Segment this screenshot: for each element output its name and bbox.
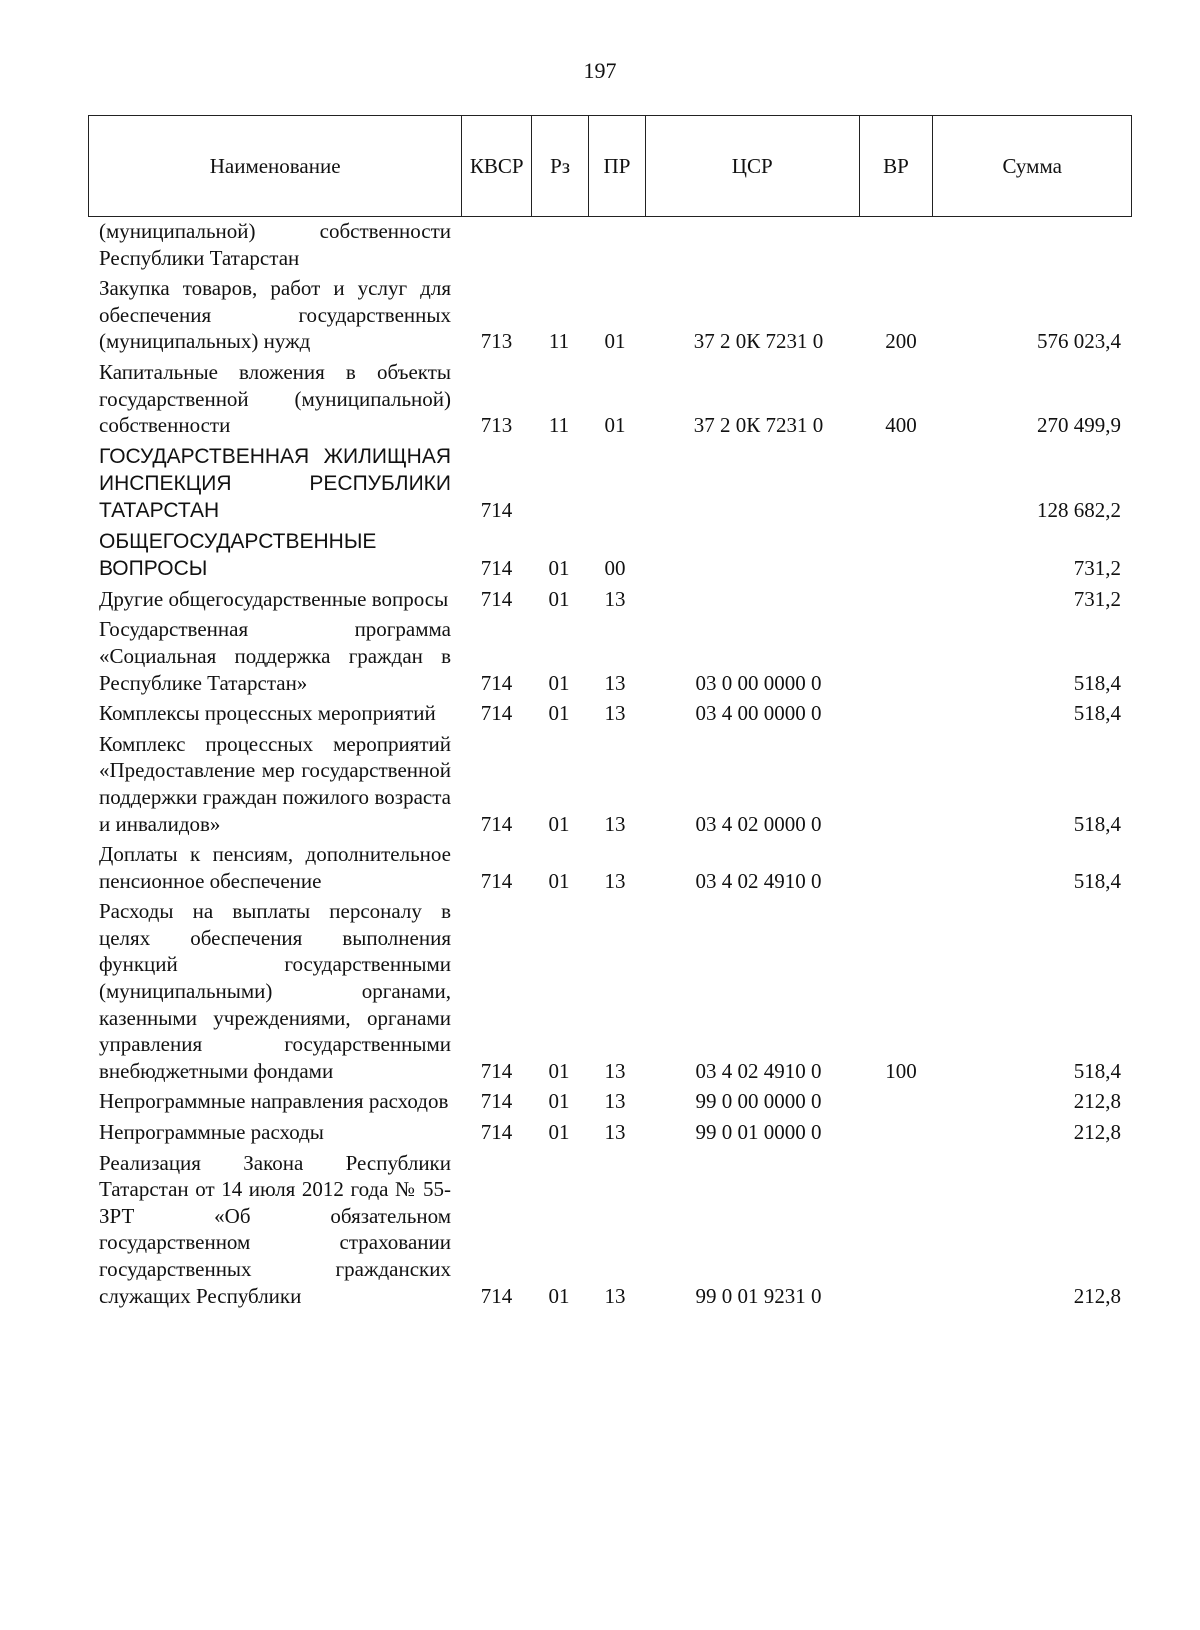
rz-cell: 01 (548, 868, 570, 893)
rz-cell: 01 (548, 1089, 570, 1114)
sum-cell: 576 023,4 (1037, 329, 1121, 354)
rz-cell: 01 (548, 701, 570, 726)
sum-cell: 212,8 (1073, 1120, 1121, 1145)
header-rz: Рз (532, 116, 589, 216)
table-row (99, 1150, 1129, 1310)
table-body (99, 218, 1129, 1313)
kvsr-cell: 714 (480, 868, 513, 893)
table-header (88, 115, 1132, 217)
name-cell: Закупка товаров, работ и услуг для обеспечения государственных (муниципальных) нужд (99, 276, 451, 354)
vr-cell: 200 (885, 329, 917, 354)
table-row (99, 616, 1129, 696)
header-vr: ВР (860, 116, 934, 216)
name-cell: Расходы на выплаты персоналу в целях обеспечения выполнения функций государственными (муниципальными) органами, казенными учреждениями, органами управления государственными внебюджетными фондами (99, 899, 451, 1083)
kvsr-cell: 714 (480, 811, 513, 836)
name-cell: ОБЩЕГОСУДАРСТВЕННЫЕ ВОПРОСЫ (99, 529, 377, 580)
sum-cell: 518,4 (1073, 811, 1121, 836)
kvsr-cell: 714 (480, 701, 513, 726)
header-name: Наименование (89, 116, 462, 216)
page-number: 197 (583, 58, 617, 83)
pr-cell: 13 (604, 1089, 626, 1114)
csr-cell: 03 4 00 0000 0 (695, 701, 822, 726)
table-row (99, 275, 1129, 355)
sum-cell: 212,8 (1073, 1283, 1121, 1308)
csr-cell: 37 2 0К 7231 0 (693, 329, 824, 354)
name-cell: ГОСУДАРСТВЕННАЯ ЖИЛИЩНАЯ ИНСПЕКЦИЯ РЕСПУБЛИКИ ТАТАРСТАН (99, 444, 451, 522)
sum-cell: 731,2 (1073, 586, 1121, 611)
table-row (99, 731, 1129, 837)
name-cell: Капитальные вложения в объекты государственной (муниципальной) собственности (99, 359, 451, 438)
csr-cell: 03 4 02 4910 0 (695, 868, 822, 893)
csr-cell: 03 4 02 4910 0 (695, 1058, 822, 1083)
sum-cell: 128 682,2 (1037, 498, 1121, 523)
table-row (99, 586, 1129, 613)
rz-cell: 01 (548, 1283, 570, 1308)
header-sum: Сумма (1002, 153, 1062, 178)
vr-cell: 100 (885, 1058, 917, 1083)
csr-cell: 99 0 00 0000 0 (695, 1089, 822, 1114)
header-csr: ЦСР (646, 116, 860, 216)
name-cell: (муниципальной) собственности Республики Татарстан (99, 219, 451, 270)
name-cell: Реализация Закона Республики Татарстан от 14 июля 2012 года № 55-ЗРТ «Об обязательном государственном страховании государственных гражданских служащих Республики (99, 1150, 451, 1308)
rz-cell: 01 (548, 811, 570, 836)
name-cell: Комплексы процессных мероприятий (99, 701, 436, 726)
pr-cell: 13 (604, 1283, 626, 1308)
csr-cell: 99 0 01 0000 0 (695, 1120, 822, 1145)
sum-cell: 731,2 (1073, 556, 1121, 581)
sum-cell: 518,4 (1073, 701, 1121, 726)
rz-cell: 01 (548, 1058, 570, 1083)
kvsr-cell: 714 (480, 498, 513, 523)
pr-cell: 13 (604, 701, 626, 726)
rz-cell: 01 (548, 556, 570, 581)
table-row (99, 218, 1129, 271)
pr-cell: 13 (604, 1120, 626, 1145)
header-pr: ПР (589, 116, 646, 216)
pr-cell: 01 (604, 329, 626, 354)
csr-cell: 37 2 0К 7231 0 (693, 413, 824, 438)
pr-cell: 01 (604, 413, 626, 438)
pr-cell: 13 (604, 1058, 626, 1083)
vr-cell: 400 (885, 413, 917, 438)
pr-cell: 00 (604, 556, 626, 581)
pr-cell: 13 (604, 811, 626, 836)
table-row (99, 443, 1129, 524)
pr-cell: 13 (604, 670, 626, 695)
pr-cell: 13 (604, 586, 626, 611)
table-row (99, 700, 1129, 727)
name-cell: Непрограммные направления расходов (99, 1089, 449, 1114)
rz-cell: 01 (548, 1120, 570, 1145)
kvsr-cell: 714 (480, 1283, 513, 1308)
header-kvsr: КВСР (462, 116, 532, 216)
kvsr-cell: 714 (480, 1089, 513, 1114)
kvsr-cell: 713 (480, 329, 513, 354)
name-cell: Другие общегосударственные вопросы (99, 586, 449, 611)
kvsr-cell: 714 (480, 556, 513, 581)
rz-cell: 01 (548, 670, 570, 695)
sum-cell: 518,4 (1073, 670, 1121, 695)
sum-cell: 518,4 (1073, 868, 1121, 893)
sum-cell: 212,8 (1073, 1089, 1121, 1114)
table-row (99, 1088, 1129, 1115)
kvsr-cell: 714 (480, 670, 513, 695)
sum-cell: 518,4 (1073, 1058, 1121, 1083)
rz-cell: 11 (548, 329, 570, 354)
csr-cell: 03 4 02 0000 0 (695, 811, 822, 836)
kvsr-cell: 714 (480, 1058, 513, 1083)
kvsr-cell: 713 (480, 413, 513, 438)
csr-cell: 03 0 00 0000 0 (695, 670, 822, 695)
table-row (99, 1119, 1129, 1146)
table-row (99, 898, 1129, 1084)
name-cell: Доплаты к пенсиям, дополнительное пенсионное обеспечение (99, 842, 451, 893)
name-cell: Непрограммные расходы (99, 1120, 324, 1145)
name-cell: Комплекс процессных мероприятий «Предоставление мер государственной поддержки граждан пожилого возраста и инвалидов» (99, 731, 451, 836)
csr-cell: 99 0 01 9231 0 (695, 1283, 822, 1308)
table-row (99, 841, 1129, 894)
rz-cell: 11 (548, 413, 570, 438)
rz-cell: 01 (548, 586, 570, 611)
pr-cell: 13 (604, 868, 626, 893)
sum-cell: 270 499,9 (1037, 413, 1121, 438)
table-row (99, 359, 1129, 439)
table-row (99, 528, 1129, 582)
kvsr-cell: 714 (480, 586, 513, 611)
name-cell: Государственная программа «Социальная поддержка граждан в Республике Татарстан» (99, 617, 451, 695)
kvsr-cell: 714 (480, 1120, 513, 1145)
